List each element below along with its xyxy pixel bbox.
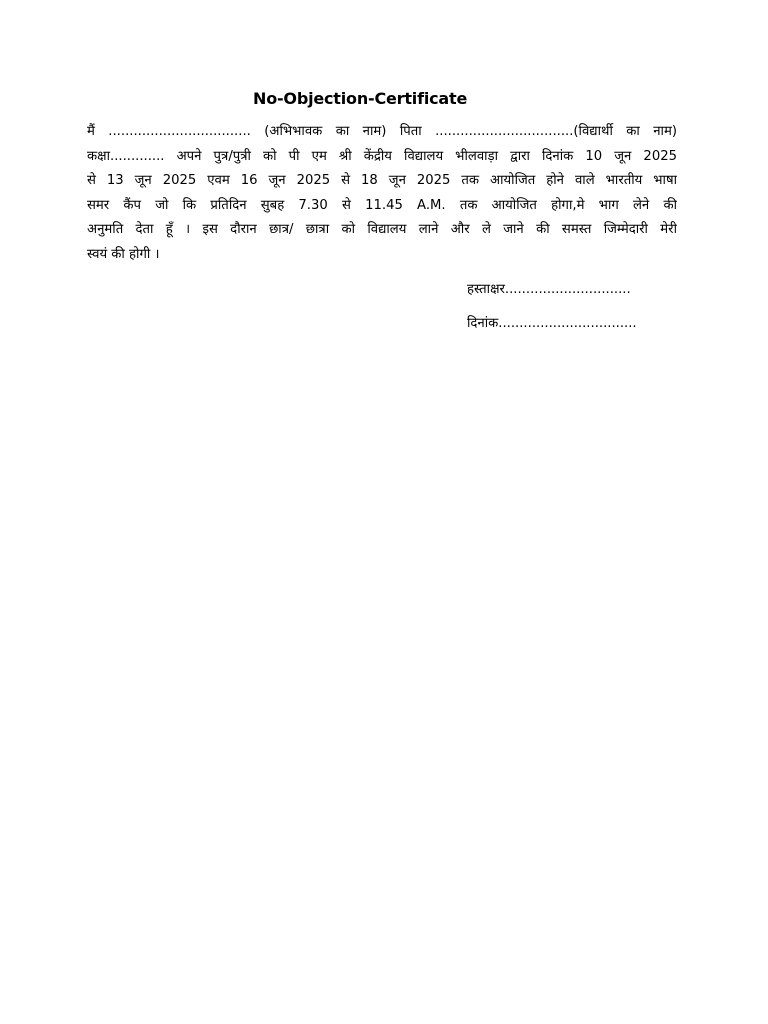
body-line-5: अनुमति देता हूँ । इस दौरान छात्र/ छात्रा को विद्यालय लाने और ले जाने की समस्त जिम्मेदारी मेरी: [87, 222, 677, 238]
date-line: दिनांक.................................: [467, 316, 637, 331]
body-line-6: स्वयं की होगी ।: [87, 246, 160, 262]
body-line-1: मैं .................................. (अभिभावक का नाम) पिता .................................(विद्यार्थी का नाम): [87, 124, 677, 139]
body-line-2: कक्षा............. अपने पुत्र/पुत्री को पी एम श्री केंद्रीय विद्यालय भीलवाड़ा द्वारा दिनांक 10 जून 2025: [87, 148, 677, 164]
body-line-4: समर कैंप जो कि प्रतिदिन सुबह 7.30 से 11.45 A.M. तक आयोजित होगा,मे भाग लेने की: [87, 197, 677, 213]
certificate-body: [87, 120, 677, 268]
body-line-3: से 13 जून 2025 एवम 16 जून 2025 से 18 जून 2025 तक आयोजित होने वाले भारतीय भाषा: [87, 173, 677, 189]
signature-line: हस्ताक्षर..............................: [467, 282, 631, 297]
certificate-title: No-Objection-Certificate: [253, 89, 468, 108]
